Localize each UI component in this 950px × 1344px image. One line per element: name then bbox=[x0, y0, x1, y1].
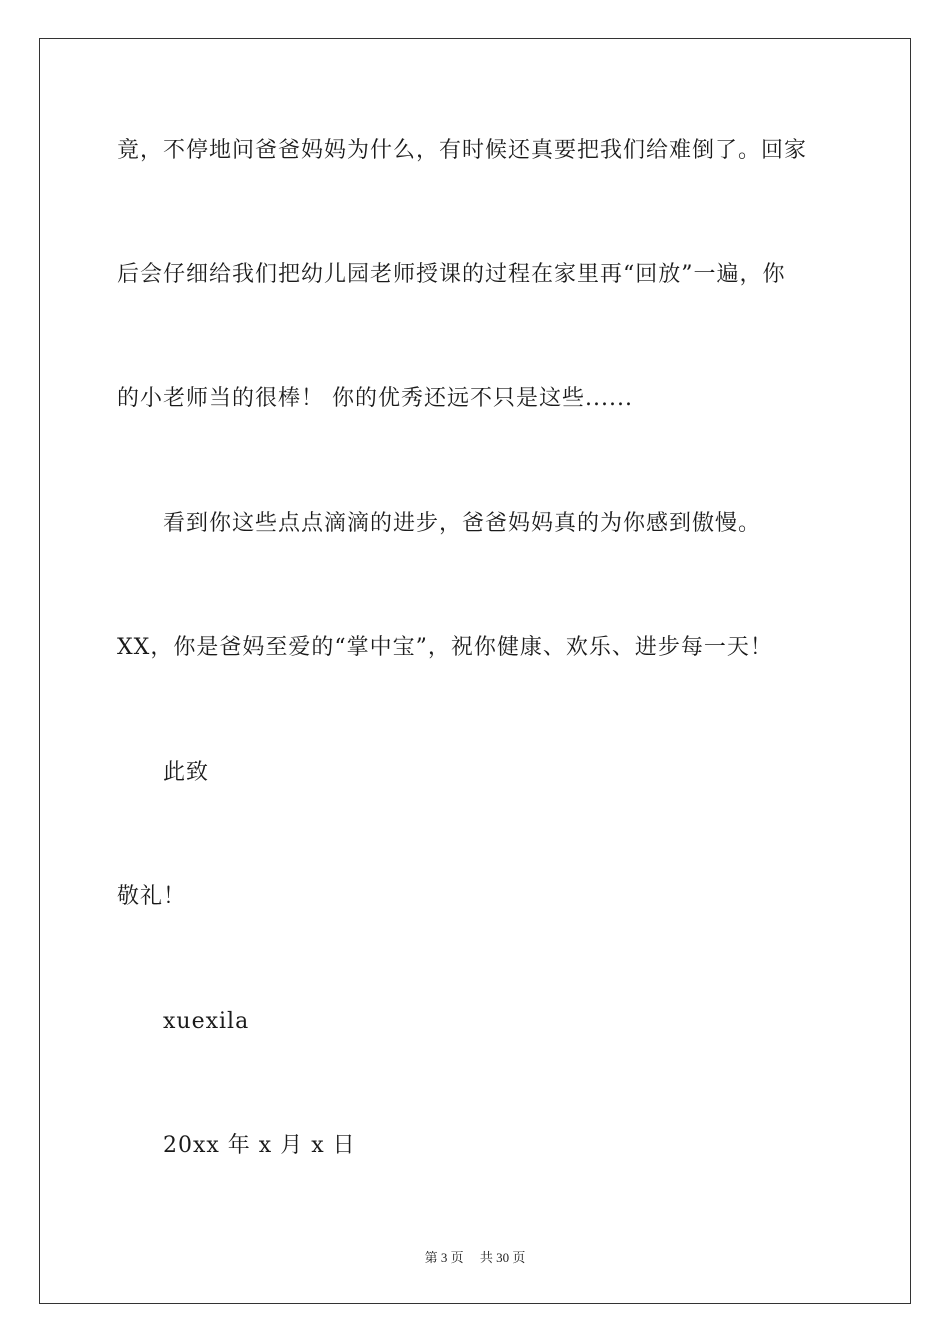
closing-regards: 敬礼！ bbox=[117, 884, 187, 909]
page-number-footer: 第 3 页 共 30 页 bbox=[424, 1250, 526, 1265]
body-line-5: XX，你是爸妈至爱的“掌中宝”，祝你健康、欢乐、进步每一天！ bbox=[117, 635, 773, 660]
closing-salutation: 此致 bbox=[163, 760, 210, 785]
body-line-3: 的小老师当的很棒！ 你的优秀还远不只是这些...... bbox=[117, 386, 633, 411]
signature: xuexila bbox=[163, 1009, 250, 1034]
page-border bbox=[39, 38, 911, 1304]
body-line-4: 看到你这些点点滴滴的进步，爸爸妈妈真的为你感到傲慢。 bbox=[163, 511, 762, 536]
body-line-1: 竟，不停地问爸爸妈妈为什么，有时候还真要把我们给难倒了。回家 bbox=[117, 138, 808, 163]
body-line-2: 后会仔细给我们把幼儿园老师授课的过程在家里再“回放”一遍，你 bbox=[117, 262, 786, 287]
date-line: 20xx 年 x 月 x 日 bbox=[163, 1133, 356, 1158]
